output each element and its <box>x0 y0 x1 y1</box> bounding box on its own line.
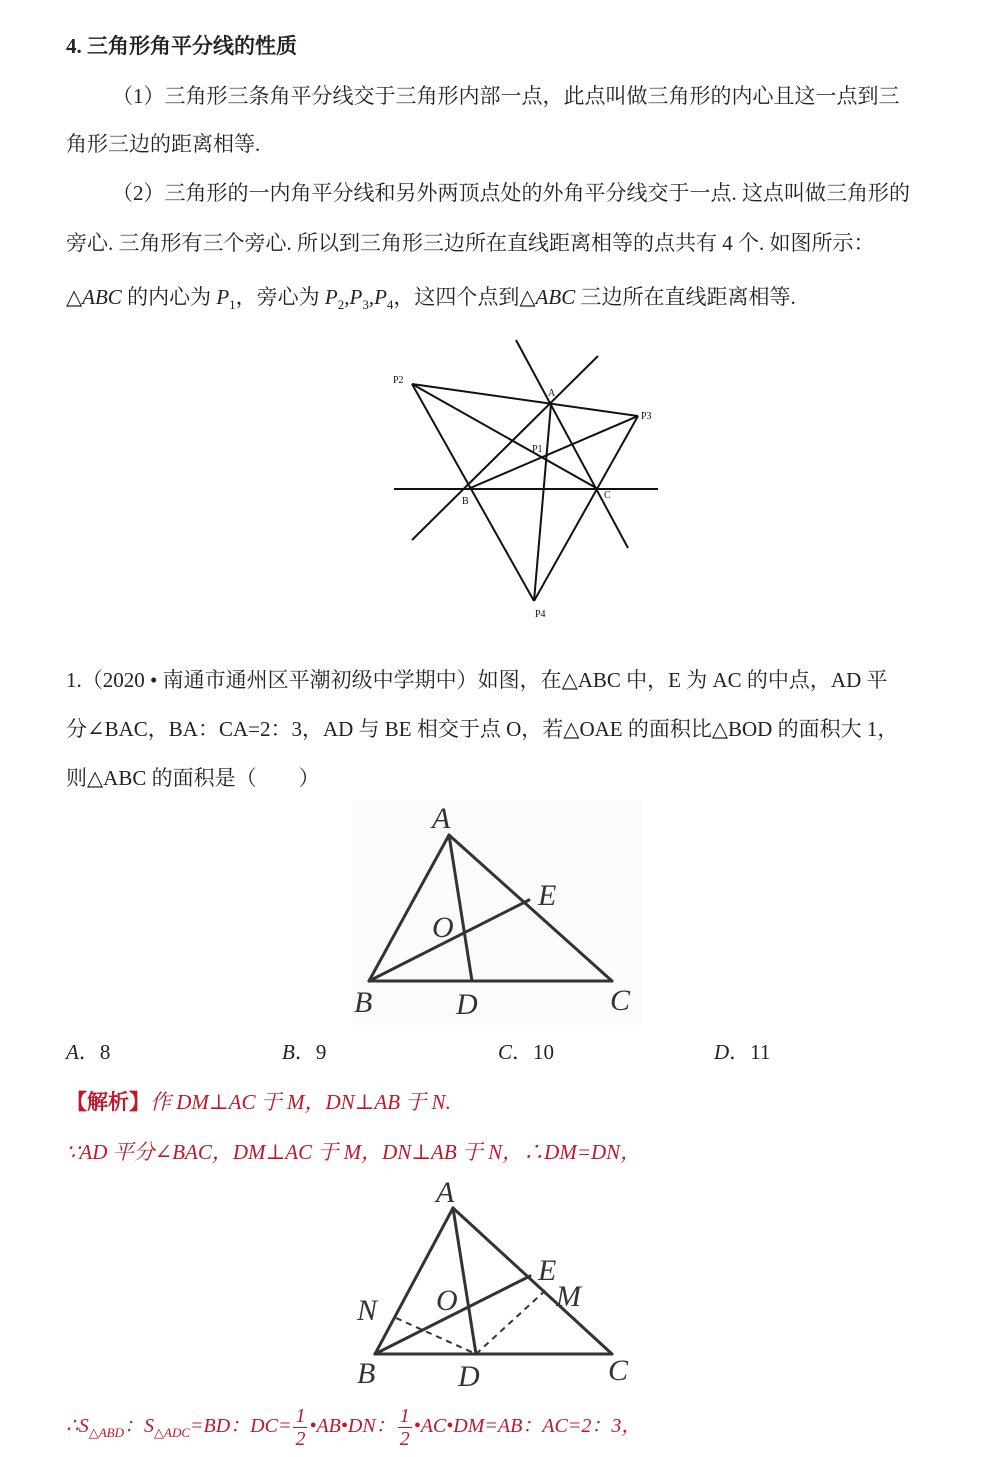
label-p2: P2 <box>393 375 404 386</box>
problem-line-2: 分∠BAC，BA：CA=2：3，AD 与 BE 相交于点 O，若△OAE 的面积比△BOD 的面积大 1， <box>66 717 899 741</box>
paragraph-2-line-3: △ABC 的内心为 $P_1$，旁心为 $P_2,P_3,P_4$，这四个点到△ABC 三边所在直线距离相等. <box>66 285 796 313</box>
label-p3: P3 <box>641 411 652 422</box>
analysis-tag: 【解析】 <box>66 1090 150 1114</box>
section-heading: 4. 三角形角平分线的性质 <box>66 34 297 58</box>
fraction-half-1: $\frac{1}{2}$ <box>295 1405 306 1450</box>
paragraph-1-line-2: 角形三边的距离相等. <box>66 132 261 156</box>
choice-b[interactable]: B．9 <box>282 1040 327 1064</box>
paragraph-1-line-1: （1）三角形三条角平分线交于三角形内部一点，此点叫做三角形的内心且这一点到三 <box>112 84 900 108</box>
analysis-line-2: ∵AD 平分∠BAC，DM⊥AC 于 M，DN⊥AB 于 N，∴DM=DN， <box>66 1140 642 1164</box>
label-o: O <box>432 911 454 944</box>
paragraph-2-line-1: （2）三角形的一内角平分线和另外两顶点处的外角平分线交于一点. 这点叫做三角形的 <box>112 181 910 205</box>
label-a: A <box>548 388 556 399</box>
label-c: C <box>608 1354 629 1387</box>
label-d: D <box>456 988 478 1021</box>
label-b: B <box>354 986 373 1019</box>
triangle-figure-1 <box>352 800 642 1025</box>
analysis-line-1: 【解析】作 DM⊥AC 于 M，DN⊥AB 于 N. <box>66 1090 451 1114</box>
paragraph-2-line-2: 旁心. 三角形有三个旁心. 所以到三角形三边所在直线距离相等的点共有 4 个. 如图所示： <box>66 231 875 255</box>
label-a: A <box>432 802 451 835</box>
label-m: M <box>556 1280 581 1313</box>
label-a: A <box>436 1176 455 1209</box>
label-p4: P4 <box>535 609 546 620</box>
choice-c[interactable]: C．10 <box>498 1040 555 1064</box>
label-n: N <box>357 1294 378 1327</box>
label-o: O <box>436 1284 458 1317</box>
problem-line-1: 1.（2020 • 南通市通州区平潮初级中学期中）如图，在△ABC 中，E 为 AC 的中点，AD 平 <box>66 668 888 692</box>
label-c: C <box>610 984 631 1017</box>
label-b: B <box>357 1357 376 1390</box>
choice-a[interactable]: A．8 <box>66 1040 111 1064</box>
fraction-half-2: $\frac{1}{2}$ <box>399 1405 410 1450</box>
label-p1: P1 <box>532 444 543 455</box>
label-e: E <box>538 1254 557 1287</box>
choice-d[interactable]: D．11 <box>714 1040 771 1064</box>
label-b: B <box>462 496 469 507</box>
formula-line: $\therefore S_{\triangle ABD}$：$S_{\triangle ADC}=BD$：DC= $\frac{1}{2}$ •AB•DN： $\frac{1}{2}$ •AC•DM=AB：AC=2：3， <box>66 1405 642 1450</box>
label-d: D <box>458 1360 480 1393</box>
label-e: E <box>538 879 557 912</box>
label-c: C <box>604 490 611 501</box>
triangle-figure-2 <box>350 1174 650 1394</box>
problem-line-3: 则△ABC 的面积是（ ） <box>66 766 320 790</box>
incenter-excenter-figure <box>380 330 680 630</box>
